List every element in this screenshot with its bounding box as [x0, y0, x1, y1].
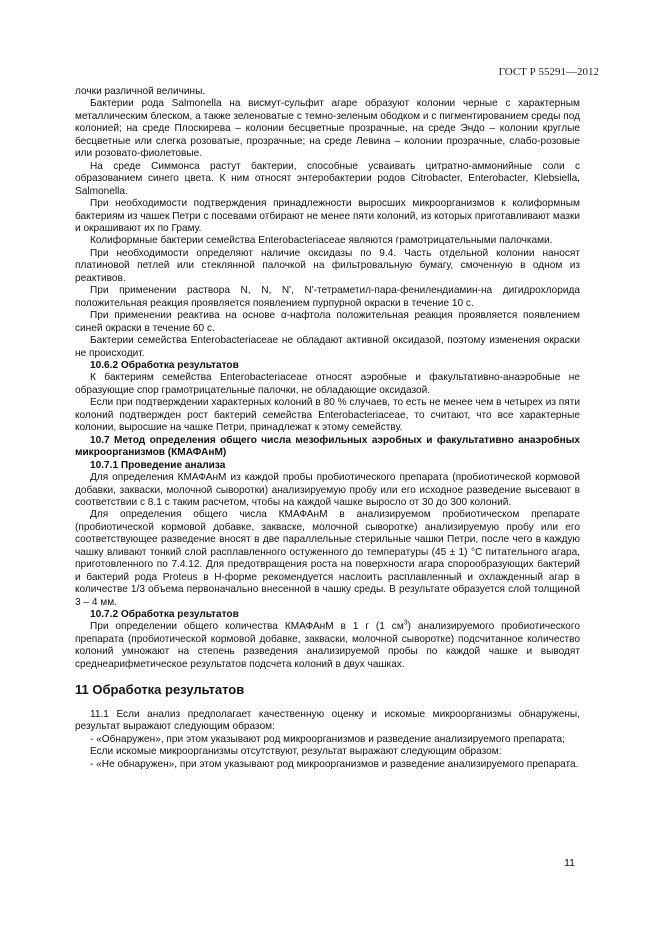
- paragraph: лочки различной величины.: [75, 86, 206, 97]
- subsection-heading: 10.7.2 Обработка результатов: [90, 609, 239, 621]
- paragraph: Если искомые микроорганизмы отсутствуют, результат выражают следующим образом:: [90, 746, 502, 758]
- paragraph: Для определения КМАФАнМ из каждой пробы пробиотического препарата (пробиотической кормовой добавки, закваски, молочной сыворотки) анализируемую пробу или его исходное разведение высевают в соответствии с 8.1 с таким расчетом, чтобы на каждой чашке выросло от 30 до 300 колоний.: [75, 472, 580, 508]
- running-header: ГОСТ Р 55291—2012: [498, 66, 599, 78]
- paragraph: Если при подтверждении характерных колоний в 80 % случаев, то есть не менее чем в четырех из пяти колоний подтвержден рост бактерий семейства Enterobacteriaceae, то считают, что все характерные колонии, выросшие на чашке Петри, принадлежат к этому семейству.: [75, 397, 580, 434]
- paragraph: На среде Симмонса растут бактерии, способные усваивать цитратно-аммонийные соли с образованием синего цвета. К ним относят энтеробактерии родов Citrobacter, Enterobacter, Klebsiella, Salmonella.: [75, 160, 580, 197]
- paragraph-text: При определении общего количества КМАФАнМ в 1 г (1 см: [90, 621, 404, 633]
- list-item: - «Не обнаружен», при этом указывают род микроорганизмов и разведение анализируемого препарата.: [90, 758, 579, 770]
- paragraph: При необходимости подтверждения принадлежности выросших микроорганизмов к колиформным бактериям из чашек Петри с посевами отбирают не менее пяти колоний, из которых приготавливают мазки и окрашивают их по Граму.: [75, 198, 580, 234]
- paragraph: При применении реактива на основе α-нафтола положительная реакция проявляется появлением синей окраски в течение 60 с.: [75, 310, 580, 334]
- chapter-heading: 11 Обработка результатов: [75, 682, 245, 698]
- document-body: [75, 86, 580, 771]
- section-heading: 10.7 Метод определения общего числа мезофильных аэробных и факультативно анаэробных микроорганизмов (КМАФАнМ): [75, 434, 580, 459]
- subsection-heading: 10.7.1 Проведение анализа: [90, 459, 226, 471]
- paragraph: К бактериям семейства Enterobacteriaceae относят аэробные и факультативно-анаэробные не образующие спор грамотрицательные палочки, не обладающие оксидазой.: [75, 372, 580, 396]
- list-item: - «Обнаружен», при этом указывают род микроорганизмов и разведение анализируемого препарата;: [90, 733, 565, 745]
- paragraph: При применении раствора N, N, N', N'-тетраметил-пара-фенилендиамин-на дигидрохлорида положительная реакция проявляется появлением пурпурной окраски в течение 10 с.: [75, 285, 580, 309]
- page-number: 11: [564, 857, 575, 869]
- paragraph: Для определения общего числа КМАФАнМ в анализируемом пробиотическом препарате (пробиотической кормовой добавке, закваске, молочной сыворотке) анализируемую пробу или его соответствующее разведение вносят в две параллельные стерильные чашки Петри, после чего в каждую чашку вливают тонкий слой расплавленного остуженного до температуры (45 ± 1) °С питательного агара, приготовленного по 7.4.12. Для предотвращения роста на поверхности агара спорообразующих бактерий и бактерий рода Proteus в Н-форме рекомендуется наслоить расплавленный и охлажденный агар в количестве 1/3 объема первоначально внесенной в чашку среды. В результате образуется слой толщиной 3 – 4 мм.: [75, 509, 580, 608]
- paragraph: Бактерии рода Salmonella на висмут-сульфит агаре образуют колонии черные с характерным металлическим блеском, а также зеленоватые с темно-зеленым ободком и с пигментированием среды под колонией; на среде Плоскирева – колонии бесцветные прозрачные, на среде Эндо – колонии круглые бесцветные или слегка розоватые, прозрачные; на среде Левина – колонии прозрачные, слабо-розовые или розовато-фиолетовые.: [75, 98, 580, 160]
- paragraph: Колиформные бактерии семейства Enterobacteriaceae являются грамотрицательными палочками.: [90, 235, 553, 247]
- paragraph: [75, 621, 580, 671]
- paragraph: 11.1 Если анализ предполагает качественную оценку и искомые микроорганизмы обнаружены, результат выражают следующим образом:: [75, 708, 580, 733]
- paragraph-text: ) анализируемого пробиотического препарата (пробиотической кормовой добавке, закваски, молочной сыворотке) подсчитанное количество колоний умножают на степень разведения анализируемой пробы по каждой чашке и выводят среднеарифметическое результатов подсчета колоний в двух чашках.: [75, 621, 580, 670]
- paragraph: Бактерии семейства Enterobacteriaceae не обладают активной оксидазой, поэтому изменения окраски не происходит.: [75, 335, 580, 359]
- paragraph: При необходимости определяют наличие оксидазы по 9.4. Часть отдельной колонии наносят платиновой петлей или стеклянной палочкой на фильтровальную бумагу, смоченную в одном из реактивов.: [75, 247, 580, 284]
- superscript: 3: [403, 620, 408, 628]
- subsection-heading: 10.6.2 Обработка результатов: [90, 359, 239, 371]
